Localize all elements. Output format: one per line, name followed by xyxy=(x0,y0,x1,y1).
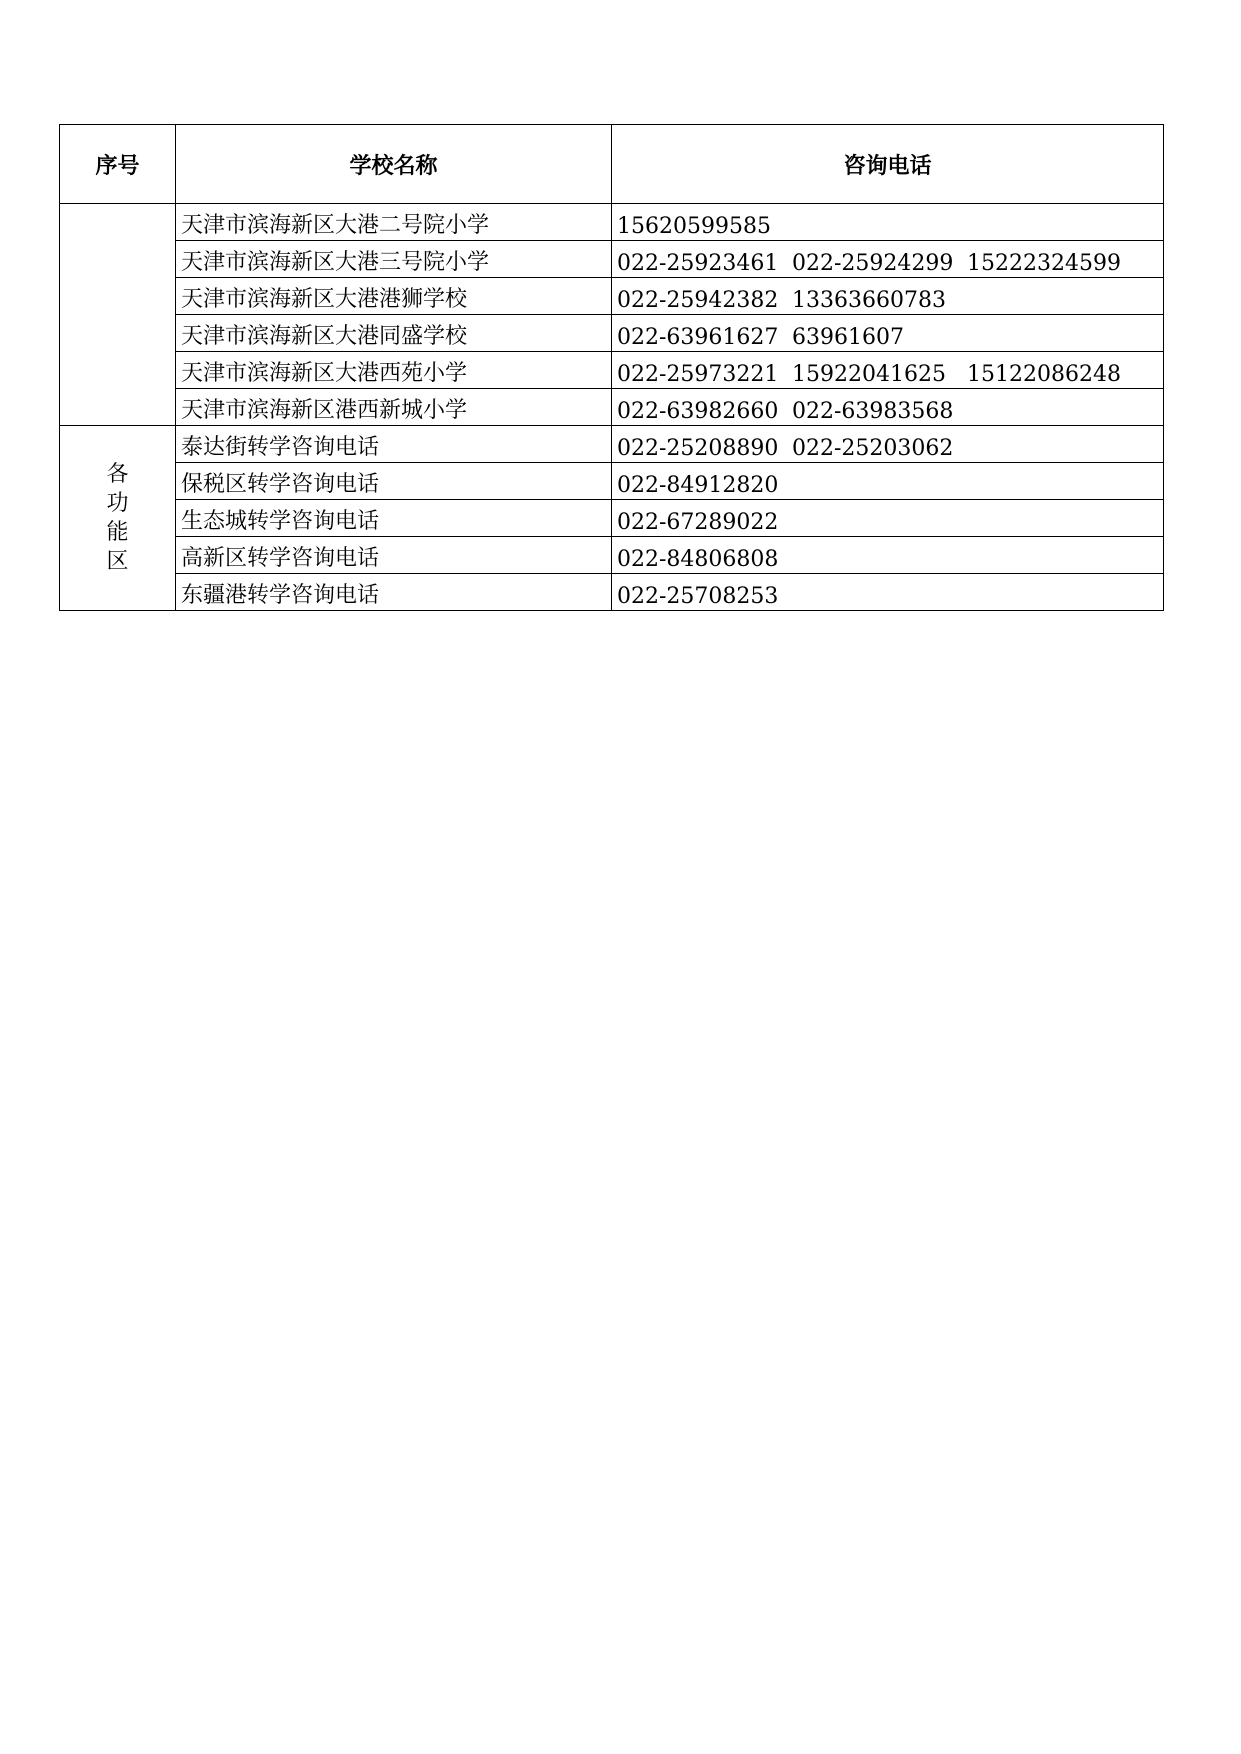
table-row xyxy=(60,241,1164,278)
phone-number: 022-25924299 xyxy=(792,251,954,276)
phone-number: 15620599585 xyxy=(617,214,771,239)
school-name-cell: 天津市滨海新区大港港狮学校 xyxy=(176,278,612,315)
phone-cell xyxy=(612,574,1164,611)
group-label: 各功能区 xyxy=(106,462,129,574)
table-row xyxy=(60,537,1164,574)
phone-number: 15922041625 xyxy=(792,362,946,387)
phone-number: 15122086248 xyxy=(967,362,1121,387)
phone-number: 022-63961627 xyxy=(617,325,779,350)
school-name-cell: 高新区转学咨询电话 xyxy=(176,537,612,574)
school-name-cell: 天津市滨海新区大港三号院小学 xyxy=(176,241,612,278)
phone-cell xyxy=(612,463,1164,500)
school-contact-table xyxy=(59,124,1164,611)
table-row xyxy=(60,574,1164,611)
phone-number: 15222324599 xyxy=(967,251,1121,276)
table-row xyxy=(60,389,1164,426)
school-name-cell: 天津市滨海新区大港二号院小学 xyxy=(176,204,612,241)
phone-number: 022-84912820 xyxy=(617,473,779,498)
phone-cell xyxy=(612,278,1164,315)
phone-cell xyxy=(612,389,1164,426)
phone-cell xyxy=(612,426,1164,463)
table-row xyxy=(60,278,1164,315)
phone-cell xyxy=(612,241,1164,278)
phone-number: 022-25923461 xyxy=(617,251,779,276)
table-row xyxy=(60,426,1164,463)
table-row xyxy=(60,204,1164,241)
phone-number: 13363660783 xyxy=(792,288,946,313)
header-school-name: 学校名称 xyxy=(176,125,612,204)
table-row xyxy=(60,500,1164,537)
phone-cell xyxy=(612,537,1164,574)
phone-number: 022-25203062 xyxy=(792,436,954,461)
school-name-cell: 天津市滨海新区大港西苑小学 xyxy=(176,352,612,389)
table-row xyxy=(60,315,1164,352)
phone-number: 022-67289022 xyxy=(617,510,779,535)
header-index: 序号 xyxy=(60,125,176,204)
phone-number: 022-63983568 xyxy=(792,399,954,424)
school-name-cell: 泰达街转学咨询电话 xyxy=(176,426,612,463)
phone-number: 022-25942382 xyxy=(617,288,779,313)
phone-cell xyxy=(612,352,1164,389)
table-body xyxy=(60,204,1164,611)
phone-number: 63961607 xyxy=(792,325,904,350)
group-label-cell xyxy=(60,426,176,611)
phone-cell xyxy=(612,204,1164,241)
phone-number: 022-84806808 xyxy=(617,547,779,572)
phone-cell xyxy=(612,315,1164,352)
header-row xyxy=(60,125,1164,204)
header-phone: 咨询电话 xyxy=(612,125,1164,204)
school-name-cell: 保税区转学咨询电话 xyxy=(176,463,612,500)
phone-cell xyxy=(612,500,1164,537)
phone-number: 022-25208890 xyxy=(617,436,779,461)
table-row xyxy=(60,352,1164,389)
group-label-cell xyxy=(60,204,176,426)
table-row xyxy=(60,463,1164,500)
school-name-cell: 东疆港转学咨询电话 xyxy=(176,574,612,611)
phone-number: 022-63982660 xyxy=(617,399,779,424)
phone-number: 022-25708253 xyxy=(617,584,779,609)
phone-number: 022-25973221 xyxy=(617,362,779,387)
school-name-cell: 生态城转学咨询电话 xyxy=(176,500,612,537)
school-name-cell: 天津市滨海新区大港同盛学校 xyxy=(176,315,612,352)
school-name-cell: 天津市滨海新区港西新城小学 xyxy=(176,389,612,426)
